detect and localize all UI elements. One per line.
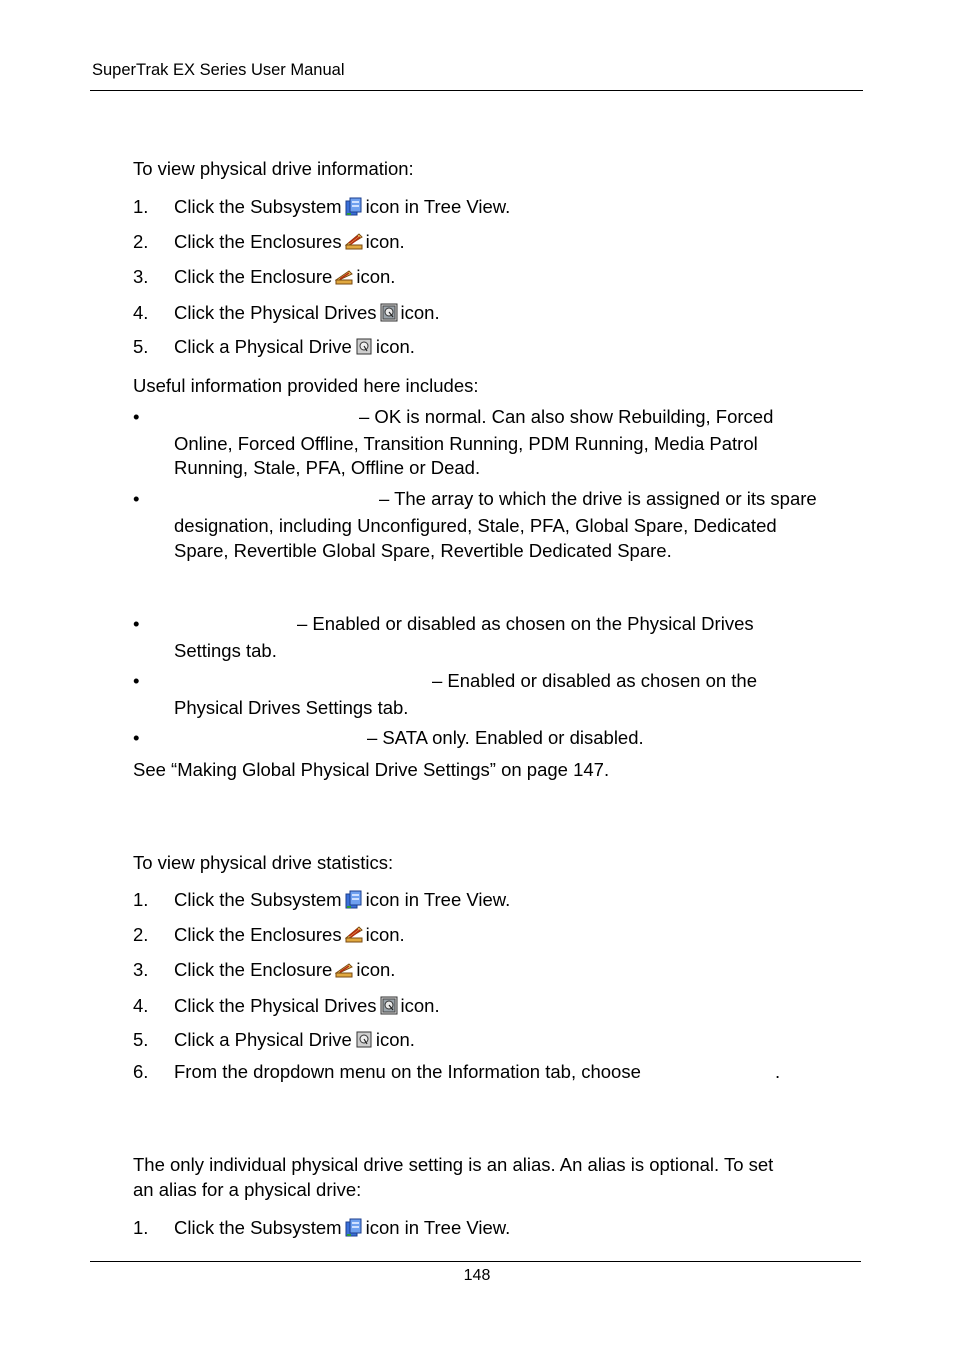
useful-info-heading: Useful information provided here includes: — [133, 375, 479, 396]
bullet-mark: • — [133, 670, 140, 691]
step-text-after: icon. — [375, 336, 415, 357]
physical-drive-icon — [355, 337, 373, 356]
bullet-text: Online, Forced Offline, Transition Running, PDM Running, Media Patrol — [174, 433, 758, 454]
step-text-after: . — [775, 1061, 781, 1082]
step-text-before: Click the Enclosure — [174, 266, 333, 287]
step-text — [174, 302, 440, 324]
bullet-text: designation, including Unconfigured, Stale, PFA, Global Spare, Dedicated — [174, 515, 777, 536]
step-text — [174, 231, 405, 253]
stats-intro: To view physical drive statistics: — [133, 852, 394, 873]
step-text-before: Click the Subsystem — [174, 196, 342, 217]
step-text-after: icon. — [365, 231, 405, 252]
bullet-text: – SATA only. Enabled or disabled. — [367, 727, 644, 748]
alias-intro-line: an alias for a physical drive: — [133, 1179, 362, 1200]
step-number: 3. — [133, 959, 149, 980]
bullet-text: Spare, Revertible Global Spare, Revertible Dedicated Spare. — [174, 540, 672, 561]
step-text — [174, 336, 415, 358]
step-number: 3. — [133, 266, 149, 287]
enclosures-icon — [345, 232, 363, 251]
bullet-mark: • — [133, 613, 140, 634]
enclosure-icon — [335, 960, 353, 979]
step-text-before: Click a Physical Drive — [174, 1029, 352, 1050]
bullet-text: – Enabled or disabled as chosen on the — [432, 670, 758, 691]
step-number: 5. — [133, 336, 149, 357]
step-text-after: icon. — [356, 959, 396, 980]
physical-drives-icon — [380, 996, 398, 1015]
enclosure-icon — [335, 267, 353, 286]
step-number: 6. — [133, 1061, 149, 1082]
bullet-mark: • — [133, 488, 140, 509]
step-text-after: icon in Tree View. — [365, 889, 511, 910]
step-number: 2. — [133, 924, 149, 945]
step-text-before: Click the Enclosures — [174, 231, 342, 252]
bullet-mark: • — [133, 727, 140, 748]
bullet-text: Running, Stale, PFA, Offline or Dead. — [174, 457, 481, 478]
subsystem-icon — [345, 890, 363, 909]
step-text — [174, 1217, 510, 1239]
physical-drive-icon — [355, 1030, 373, 1049]
step-number: 1. — [133, 1217, 149, 1238]
step-text-after: icon in Tree View. — [365, 196, 511, 217]
bullet-text: Settings tab. — [174, 640, 277, 661]
step-text-before: Click the Subsystem — [174, 889, 342, 910]
physical-drives-icon — [380, 303, 398, 322]
step-text-after: icon. — [365, 924, 405, 945]
step-text-before: Click the Enclosure — [174, 959, 333, 980]
step-number: 1. — [133, 196, 149, 217]
step-text — [174, 889, 510, 911]
bullet-text: – The array to which the drive is assigned or its spare — [379, 488, 817, 509]
step-number: 5. — [133, 1029, 149, 1050]
step-number: 2. — [133, 231, 149, 252]
bullet-text: – OK is normal. Can also show Rebuilding, Forced — [359, 406, 774, 427]
enclosures-icon — [345, 925, 363, 944]
step-number: 4. — [133, 302, 149, 323]
step-text-after: icon. — [400, 995, 440, 1016]
step-text — [174, 995, 440, 1017]
step-text-before: Click the Physical Drives — [174, 995, 377, 1016]
step-number: 1. — [133, 889, 149, 910]
bullet-text: Physical Drives Settings tab. — [174, 697, 409, 718]
bullet-mark: • — [133, 406, 140, 427]
step-text-before: Click the Physical Drives — [174, 302, 377, 323]
see-also-reference: See “Making Global Physical Drive Settings” on page 147. — [133, 759, 610, 780]
step-text-before: Click the Subsystem — [174, 1217, 342, 1238]
running-header: SuperTrak EX Series User Manual — [92, 61, 345, 79]
step-number: 4. — [133, 995, 149, 1016]
step-text — [174, 196, 510, 218]
info-intro: To view physical drive information: — [133, 158, 414, 179]
step-text-after: icon in Tree View. — [365, 1217, 511, 1238]
subsystem-icon — [345, 1218, 363, 1237]
step-text — [174, 266, 395, 288]
subsystem-icon — [345, 197, 363, 216]
footer-rule — [90, 1261, 861, 1262]
step-text-after: icon. — [400, 302, 440, 323]
step-text-before: Click the Enclosures — [174, 924, 342, 945]
step-text-after: icon. — [375, 1029, 415, 1050]
step-text — [174, 1029, 415, 1051]
alias-intro-line: The only individual physical drive setting is an alias. An alias is optional. To set — [133, 1154, 774, 1175]
step-text-after: icon. — [356, 266, 396, 287]
step-text — [174, 924, 405, 946]
bullet-text: – Enabled or disabled as chosen on the Physical Drives — [297, 613, 754, 634]
page-number: 148 — [463, 1267, 491, 1284]
step-text — [174, 959, 395, 981]
step-text-before: Click a Physical Drive — [174, 336, 352, 357]
step-text: From the dropdown menu on the Information tab, choose — [174, 1061, 641, 1082]
header-rule — [90, 90, 863, 91]
